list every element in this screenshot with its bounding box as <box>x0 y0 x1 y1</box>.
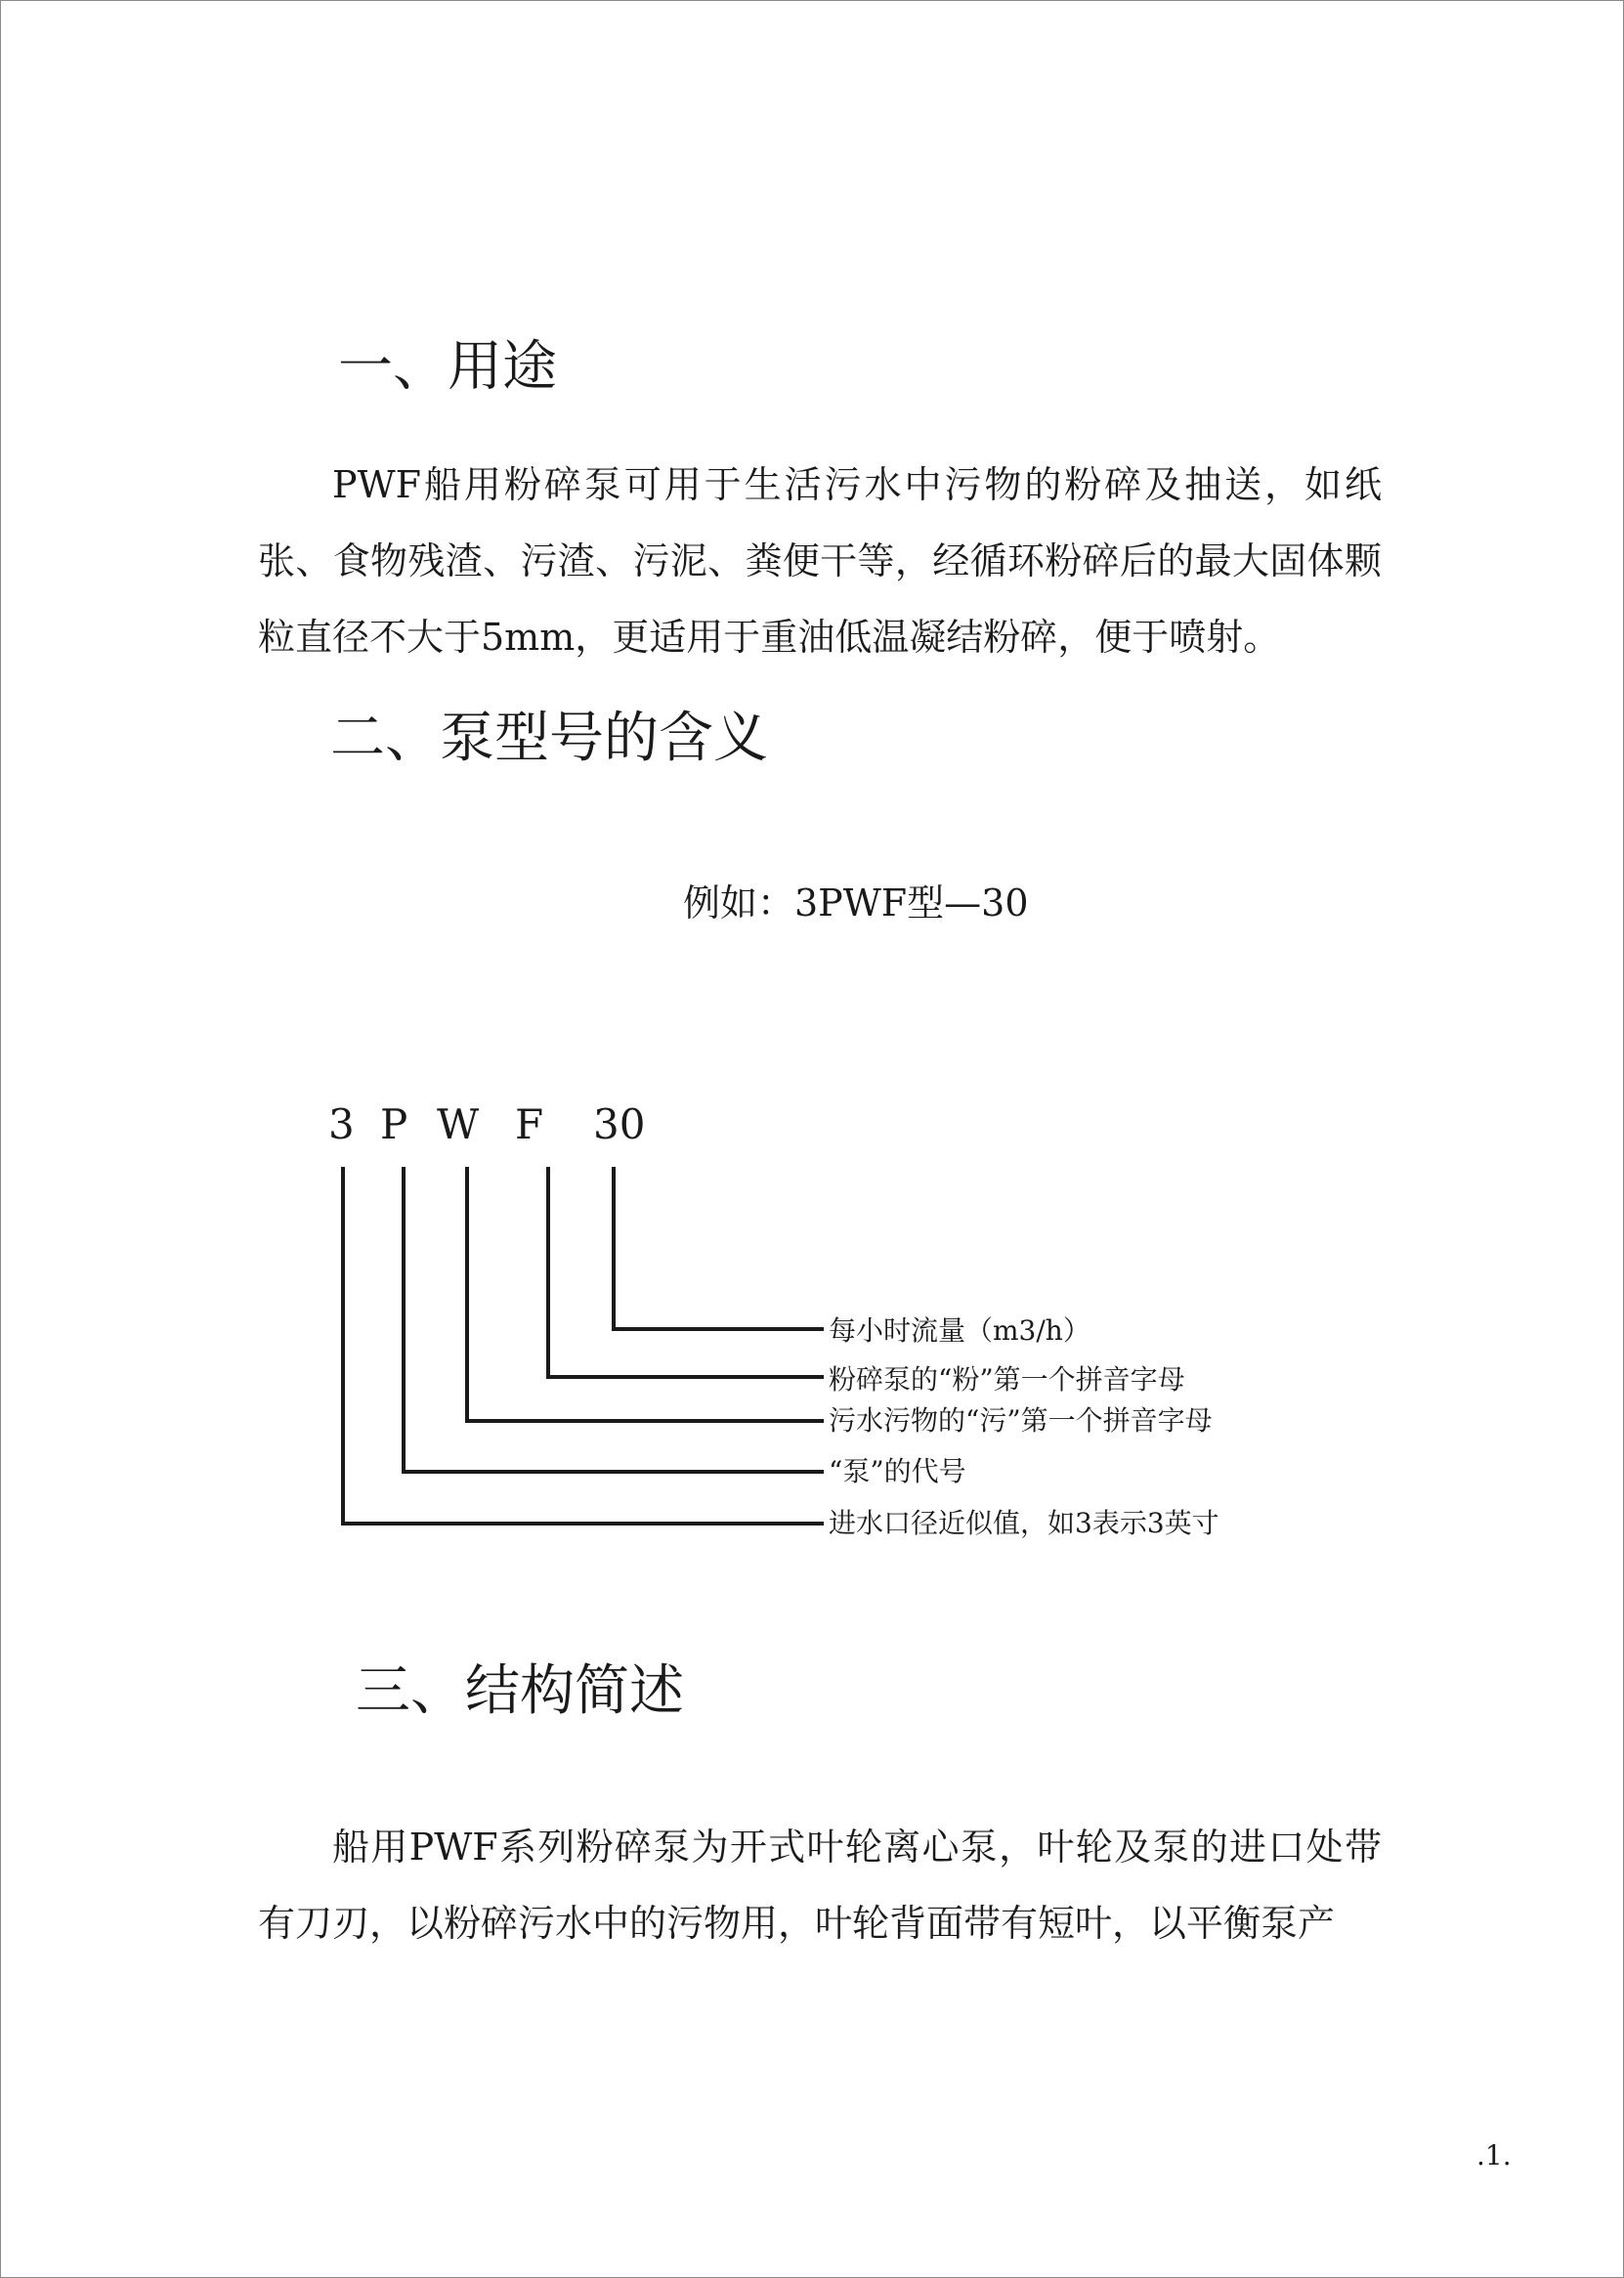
connector-30 <box>614 1167 824 1329</box>
label-flow-rate: 每小时流量（m3/h） <box>829 1314 1090 1347</box>
code-letter-w: W <box>437 1100 480 1148</box>
code-number-30: 30 <box>593 1100 646 1148</box>
code-digit-3: 3 <box>328 1100 355 1148</box>
label-fen-letter: 粉碎泵的“粉”第一个拼音字母 <box>829 1363 1185 1396</box>
label-inlet-size: 进水口径近似值，如3表示3英寸 <box>829 1507 1219 1539</box>
section-3-heading: 三、结构简述 <box>356 1659 684 1723</box>
model-example: 例如：3PWF型—30 <box>683 881 1029 924</box>
page-number: .1. <box>1476 2139 1512 2171</box>
section-1-paragraph: PWF船用粉碎泵可用于生活污水中污物的粉碎及抽送，如纸张、食物残渣、污渣、污泥、粪便干等，经循环粉碎后的最大固体颗粒直径不大于5mm，更适用于重油低温凝结粉碎，便于喷射。 <box>258 463 1382 659</box>
section-2-heading: 二、泵型号的含义 <box>330 707 768 770</box>
section-1-heading: 一、用途 <box>338 335 557 399</box>
connector-f <box>548 1167 824 1377</box>
connector-w <box>467 1167 824 1421</box>
code-letter-f: F <box>515 1100 544 1148</box>
label-pump-code: “泵”的代号 <box>829 1455 966 1487</box>
label-wu-letter: 污水污物的“污”第一个拼音字母 <box>829 1404 1213 1437</box>
section-3-paragraph: 船用PWF系列粉碎泵为开式叶轮离心泵，叶轮及泵的进口处带有刀刃，以粉碎污水中的污物用，叶轮背面带有短叶，以平衡泵产 <box>258 1826 1382 1945</box>
code-letter-p: P <box>380 1100 408 1148</box>
